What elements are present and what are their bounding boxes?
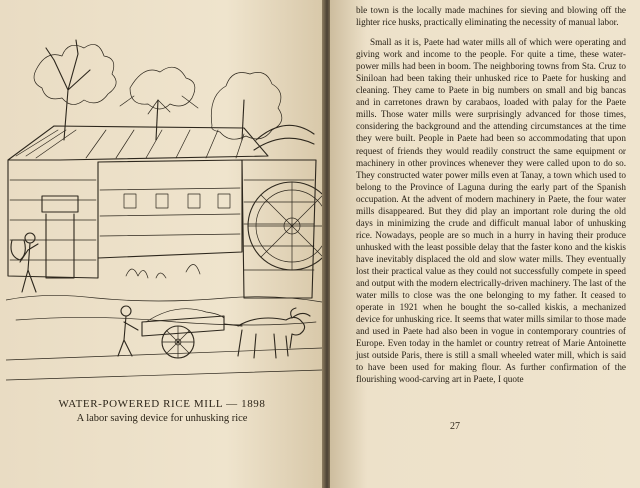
rice-mill-illustration [6,30,322,390]
page-number: 27 [450,421,460,432]
caption-subtitle: A labor saving device for unhusking rice [76,413,248,424]
ground-and-vegetation [6,264,322,380]
paragraph: ble town is the locally made machines for sieving and blowing off the lighter rice husks, practically eliminating the necessity of manual labor. [356,5,626,28]
right-page [330,0,640,488]
body-text [356,4,626,385]
man-with-sack [11,233,38,292]
mill-building [8,126,268,278]
background-trees [34,40,282,140]
paragraph: Small as it is, Paete had water mills all of which were operating and giving work and income to the people. For quite a time, these water-power mills had been in boom. The neighboring towns from Sta. Cruz to Siniloan had been taking their unhusked rice to Paete for husking and cleaning. They came to Paete in big numbers on small and big bancas and in carretones drawn by carabaos, loaded with palay for the Paete mills. Those water mills were surprisingly advanced for those times, considering the background and the attending circumstances at the time they were built. People in Paete had been so accommodating that upon request of friends they would readily construct the same equipment or machinery in other provinces whenever they were called upon to do so. They constructed water power mills even at Tanay, a town which used to belong to the Province of Laguna during the early part of the Spanish occupation. At the advent of modern machinery in Paete, the four water mills disappeared. But they did play an important role during the old days in minimizing the crude and difficult manual labor of unhusking rice. Nowadays, people are so much in a hurry in having their produce unhusked with the least possible delay that the faster kono and the kiskis have inevitably displaced the old and slow water mills. They eventually lost their practical value as they could not successfully compete in speed and output with the modern electrically-driven machinery. The last of the water mills to close was the one belonging to my father. It ceased to operate in 1921 when he bought the so-called kiskis, a mechanized device for unhusking rice. It seems that water mills similar to those made and used in Paete had also been in vogue in contemporary countries of Europe. Even today in the hamlet or country retreat of Marie Antoinette just outside Paris, there is still a small wheeled water mill, which is said to have been used for making flour. As further confirmation of the flourishing wood-carving art in Paete, I quote [356,37,626,385]
caption-title: WATER-POWERED RICE MILL — 1898 [58,398,266,410]
carabao-cart [118,306,310,358]
water-wheel [242,125,322,298]
